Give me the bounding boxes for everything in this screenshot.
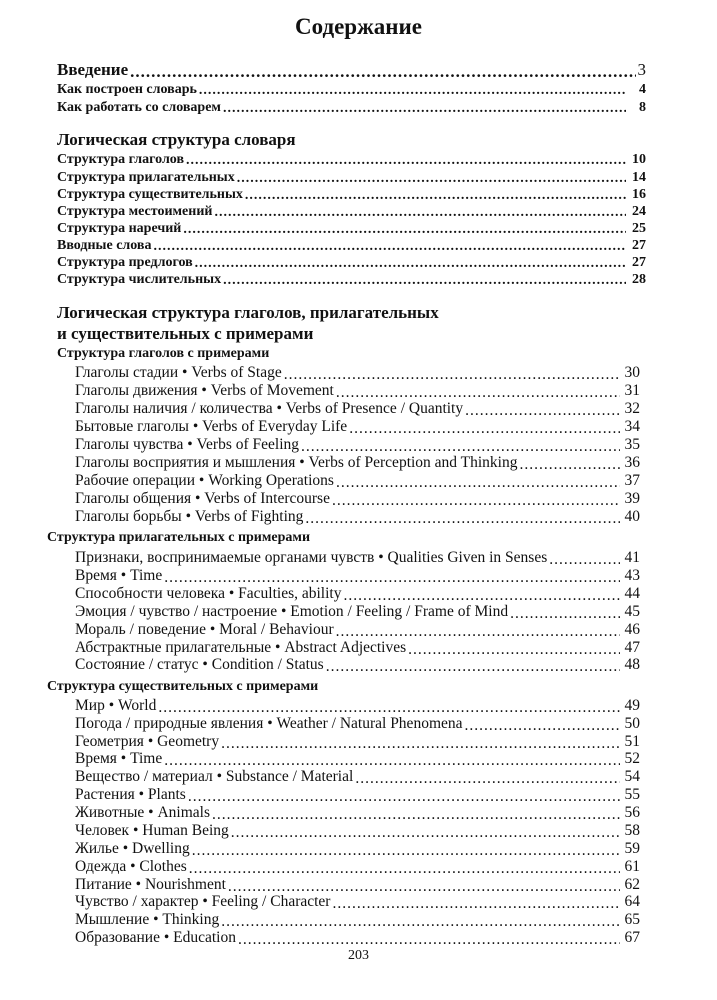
toc-entry[interactable] — [75, 840, 640, 858]
leader-dots — [195, 257, 626, 271]
toc-entry[interactable] — [75, 382, 640, 400]
toc-entry-page: 54 — [624, 768, 640, 785]
toc-entry-label: Эмоция / чувство / настроение • Emotion / Feeling / Frame of Mind — [75, 603, 509, 620]
toc-entry[interactable] — [75, 621, 640, 639]
leader-dots — [188, 789, 620, 805]
toc-entry-page: 4 — [639, 82, 646, 97]
toc-entry-page: 40 — [624, 508, 640, 525]
leader-dots — [305, 511, 620, 527]
toc-entry-label: Геометрия • Geometry — [75, 733, 220, 750]
leader-dots — [245, 189, 626, 203]
toc-entry[interactable] — [75, 639, 640, 657]
leader-dots — [212, 807, 620, 823]
toc-entry-page: 16 — [632, 187, 646, 202]
toc-entry-label: Глаголы стадии • Verbs of Stage — [75, 364, 282, 381]
leader-dots — [349, 421, 620, 437]
toc-entry[interactable] — [57, 152, 646, 168]
toc-entry-page: 51 — [624, 733, 640, 750]
toc-entry-page: 28 — [632, 272, 646, 287]
toc-entry-label: Абстрактные прилагательные • Abstract Adjectives — [75, 639, 407, 656]
leader-dots — [332, 493, 620, 509]
toc-entry-label: Вводные слова — [57, 238, 152, 253]
toc-entry-label: Рабочие операции • Working Operations — [75, 472, 334, 489]
toc-entry-page: 34 — [624, 418, 640, 435]
leader-dots — [238, 932, 620, 948]
toc-entry-page: 55 — [624, 786, 640, 803]
toc-entry-label: Время • Time — [75, 750, 163, 767]
toc-entry[interactable] — [75, 768, 640, 786]
toc-entry-page: 52 — [624, 750, 640, 767]
toc-entry-page: 59 — [624, 840, 640, 857]
toc-entry-page: 49 — [624, 697, 640, 714]
toc-entry-page: 31 — [624, 382, 640, 399]
toc-entry[interactable] — [75, 603, 640, 621]
toc-entry-page: 46 — [624, 621, 640, 638]
toc-entry-label: Глаголы борьбы • Verbs of Fighting — [75, 508, 304, 525]
leader-dots — [336, 475, 620, 491]
leader-dots — [408, 642, 620, 658]
toc-entry-page: 39 — [624, 490, 640, 507]
leader-dots — [153, 240, 626, 254]
toc-entry[interactable] — [57, 187, 646, 203]
toc-entry[interactable] — [57, 204, 646, 220]
leader-dots — [186, 154, 626, 168]
toc-entry-page: 64 — [624, 893, 640, 910]
leader-dots — [465, 403, 620, 419]
toc-entry[interactable] — [75, 567, 640, 585]
toc-entry-label: Способности человека • Faculties, ability — [75, 585, 342, 602]
toc-entry[interactable] — [75, 418, 640, 436]
toc-entry-label: Мораль / поведение • Moral / Behaviour — [75, 621, 334, 638]
toc-entry[interactable] — [75, 929, 640, 947]
leader-dots — [336, 624, 620, 640]
toc-entry-page: 27 — [632, 238, 646, 253]
page-title: Содержание — [295, 14, 422, 39]
toc-entry-label: Человек • Human Being — [75, 822, 229, 839]
leader-dots — [192, 843, 620, 859]
toc-entry-page: 56 — [624, 804, 640, 821]
subsection-heading-nouns: Структура существительных с примерами — [47, 679, 319, 694]
toc-entry[interactable] — [57, 255, 646, 271]
leader-dots — [228, 879, 620, 895]
toc-entry[interactable] — [75, 750, 640, 768]
leader-dots — [237, 172, 626, 186]
subsection-heading-adjectives: Структура прилагательных с примерами — [47, 530, 311, 545]
toc-entry-label: Вещество / материал • Substance / Material — [75, 768, 354, 785]
toc-entry[interactable] — [75, 786, 640, 804]
toc-entry-label: Структура наречий — [57, 221, 182, 236]
toc-entry[interactable] — [57, 272, 646, 288]
toc-entry-label: Структура прилагательных — [57, 170, 235, 185]
page-number: 203 — [348, 948, 369, 963]
toc-entry[interactable] — [57, 170, 646, 186]
leader-dots — [164, 570, 620, 586]
leader-dots — [214, 206, 626, 220]
toc-entry-label: Животные • Animals — [75, 804, 211, 821]
leader-dots — [355, 771, 620, 787]
toc-entry-page: 25 — [632, 221, 646, 236]
leader-dots — [549, 552, 620, 568]
toc-entry-label: Мир • World — [75, 697, 157, 714]
toc-entry-page: 62 — [624, 876, 640, 893]
toc-entry-page: 65 — [624, 911, 640, 928]
leader-dots — [221, 914, 620, 930]
toc-entry-label: Глаголы восприятия и мышления • Verbs of Perception and Thinking — [75, 454, 518, 471]
toc-entry-label: Глаголы общения • Verbs of Intercourse — [75, 490, 330, 507]
toc-entry-label: Состояние / статус • Condition / Status — [75, 656, 324, 673]
leader-dots — [332, 896, 620, 912]
toc-entry[interactable] — [57, 100, 646, 116]
toc-entry[interactable] — [75, 656, 640, 674]
leader-dots — [284, 367, 620, 383]
toc-entry-page: 61 — [624, 858, 640, 875]
toc-entry-page: 27 — [632, 255, 646, 270]
toc-entry-page: 32 — [624, 400, 640, 417]
toc-entry-label: Чувство / характер • Feeling / Character — [75, 893, 331, 910]
toc-entry-page: 10 — [632, 152, 646, 167]
toc-intro-heading[interactable] — [57, 60, 646, 80]
toc-entry[interactable] — [75, 697, 640, 715]
toc-intro-label: Введение — [57, 60, 129, 79]
toc-entry-label: Жилье • Dwelling — [75, 840, 190, 857]
toc-entry-label: Структура предлогов — [57, 255, 193, 270]
toc-entry[interactable] — [75, 858, 640, 876]
leader-dots — [223, 274, 626, 288]
toc-entry[interactable] — [75, 804, 640, 822]
toc-entry-label: Образование • Education — [75, 929, 236, 946]
toc-entry[interactable] — [75, 472, 640, 490]
toc-intro-page: 3 — [637, 60, 646, 79]
toc-entry[interactable] — [75, 893, 640, 911]
leader-dots — [519, 457, 620, 473]
toc-entry[interactable] — [75, 364, 640, 382]
toc-entry-page: 37 — [624, 472, 640, 489]
toc-entry-label: Глаголы наличия / количества • Verbs of Presence / Quantity — [75, 400, 464, 417]
toc-entry-page: 47 — [624, 639, 640, 656]
toc-entry[interactable] — [75, 733, 640, 751]
toc-entry-page: 35 — [624, 436, 640, 453]
toc-entry[interactable] — [75, 549, 640, 567]
toc-entry-page: 43 — [624, 567, 640, 584]
toc-entry[interactable] — [75, 876, 640, 894]
toc-entry[interactable] — [75, 454, 640, 472]
toc-entry-page: 67 — [624, 929, 640, 946]
toc-entry-label: Структура местоимений — [57, 204, 213, 219]
toc-entry-page: 41 — [624, 549, 640, 566]
toc-entry-page: 58 — [624, 822, 640, 839]
toc-entry-label: Как работать со словарем — [57, 100, 221, 115]
leader-dots — [343, 588, 620, 604]
toc-entry-label: Мышление • Thinking — [75, 911, 220, 928]
toc-entry[interactable] — [57, 221, 646, 237]
toc-entry-page: 50 — [624, 715, 640, 732]
toc-entry[interactable] — [75, 911, 640, 929]
toc-entry-page: 48 — [624, 656, 640, 673]
section-heading: Логическая структура словаря — [57, 130, 296, 149]
toc-entry[interactable] — [57, 82, 646, 98]
section-heading-line2: и существительных с примерами — [57, 324, 314, 343]
toc-entry-label: Бытовые глаголы • Verbs of Everyday Life — [75, 418, 348, 435]
toc-entry[interactable] — [75, 715, 640, 733]
leader-dots — [336, 385, 620, 401]
toc-entry-label: Глаголы чувства • Verbs of Feeling — [75, 436, 300, 453]
section-heading-line1: Логическая структура глаголов, прилагательных — [57, 303, 439, 322]
toc-entry-label: Растения • Plants — [75, 786, 186, 803]
toc-entry-page: 8 — [639, 100, 646, 115]
leader-dots — [158, 700, 620, 716]
leader-dots — [199, 84, 626, 98]
leader-dots — [231, 825, 620, 841]
leader-dots — [189, 861, 620, 877]
toc-entry-label: Структура числительных — [57, 272, 222, 287]
toc-entry-label: Структура глаголов — [57, 152, 185, 167]
leader-dots — [326, 659, 620, 675]
toc-entry-label: Питание • Nourishment — [75, 876, 226, 893]
leader-dots — [223, 102, 626, 116]
toc-entry-page: 36 — [624, 454, 640, 471]
toc-entry[interactable] — [75, 436, 640, 454]
toc-entry[interactable] — [75, 508, 640, 526]
toc-entry-page: 14 — [632, 170, 646, 185]
toc-entry[interactable] — [75, 400, 640, 418]
toc-entry-label: Как построен словарь — [57, 82, 197, 97]
leader-dots — [510, 606, 620, 622]
leader-dots — [465, 718, 620, 734]
toc-entry-label: Одежда • Clothes — [75, 858, 187, 875]
leader-dots — [164, 753, 620, 769]
leader-dots — [221, 736, 620, 752]
toc-entry-label: Признаки, воспринимаемые органами чувств • Qualities Given in Senses — [75, 549, 548, 566]
toc-entry-label: Структура существительных — [57, 187, 243, 202]
toc-entry-label: Время • Time — [75, 567, 163, 584]
leader-dots — [183, 223, 626, 237]
leader-dots — [301, 439, 620, 455]
toc-entry-page: 44 — [624, 585, 640, 602]
toc-entry[interactable] — [75, 822, 640, 840]
leader-dots — [130, 63, 635, 80]
toc-entry-label: Погода / природные явления • Weather / Natural Phenomena — [75, 715, 463, 732]
toc-entry-page: 45 — [624, 603, 640, 620]
toc-entry[interactable] — [75, 490, 640, 508]
toc-entry-page: 24 — [632, 204, 646, 219]
toc-entry-page: 30 — [624, 364, 640, 381]
toc-entry[interactable] — [75, 585, 640, 603]
toc-entry-label: Глаголы движения • Verbs of Movement — [75, 382, 334, 399]
toc-entry[interactable] — [57, 238, 646, 254]
subsection-heading-verbs: Структура глаголов с примерами — [57, 346, 270, 361]
